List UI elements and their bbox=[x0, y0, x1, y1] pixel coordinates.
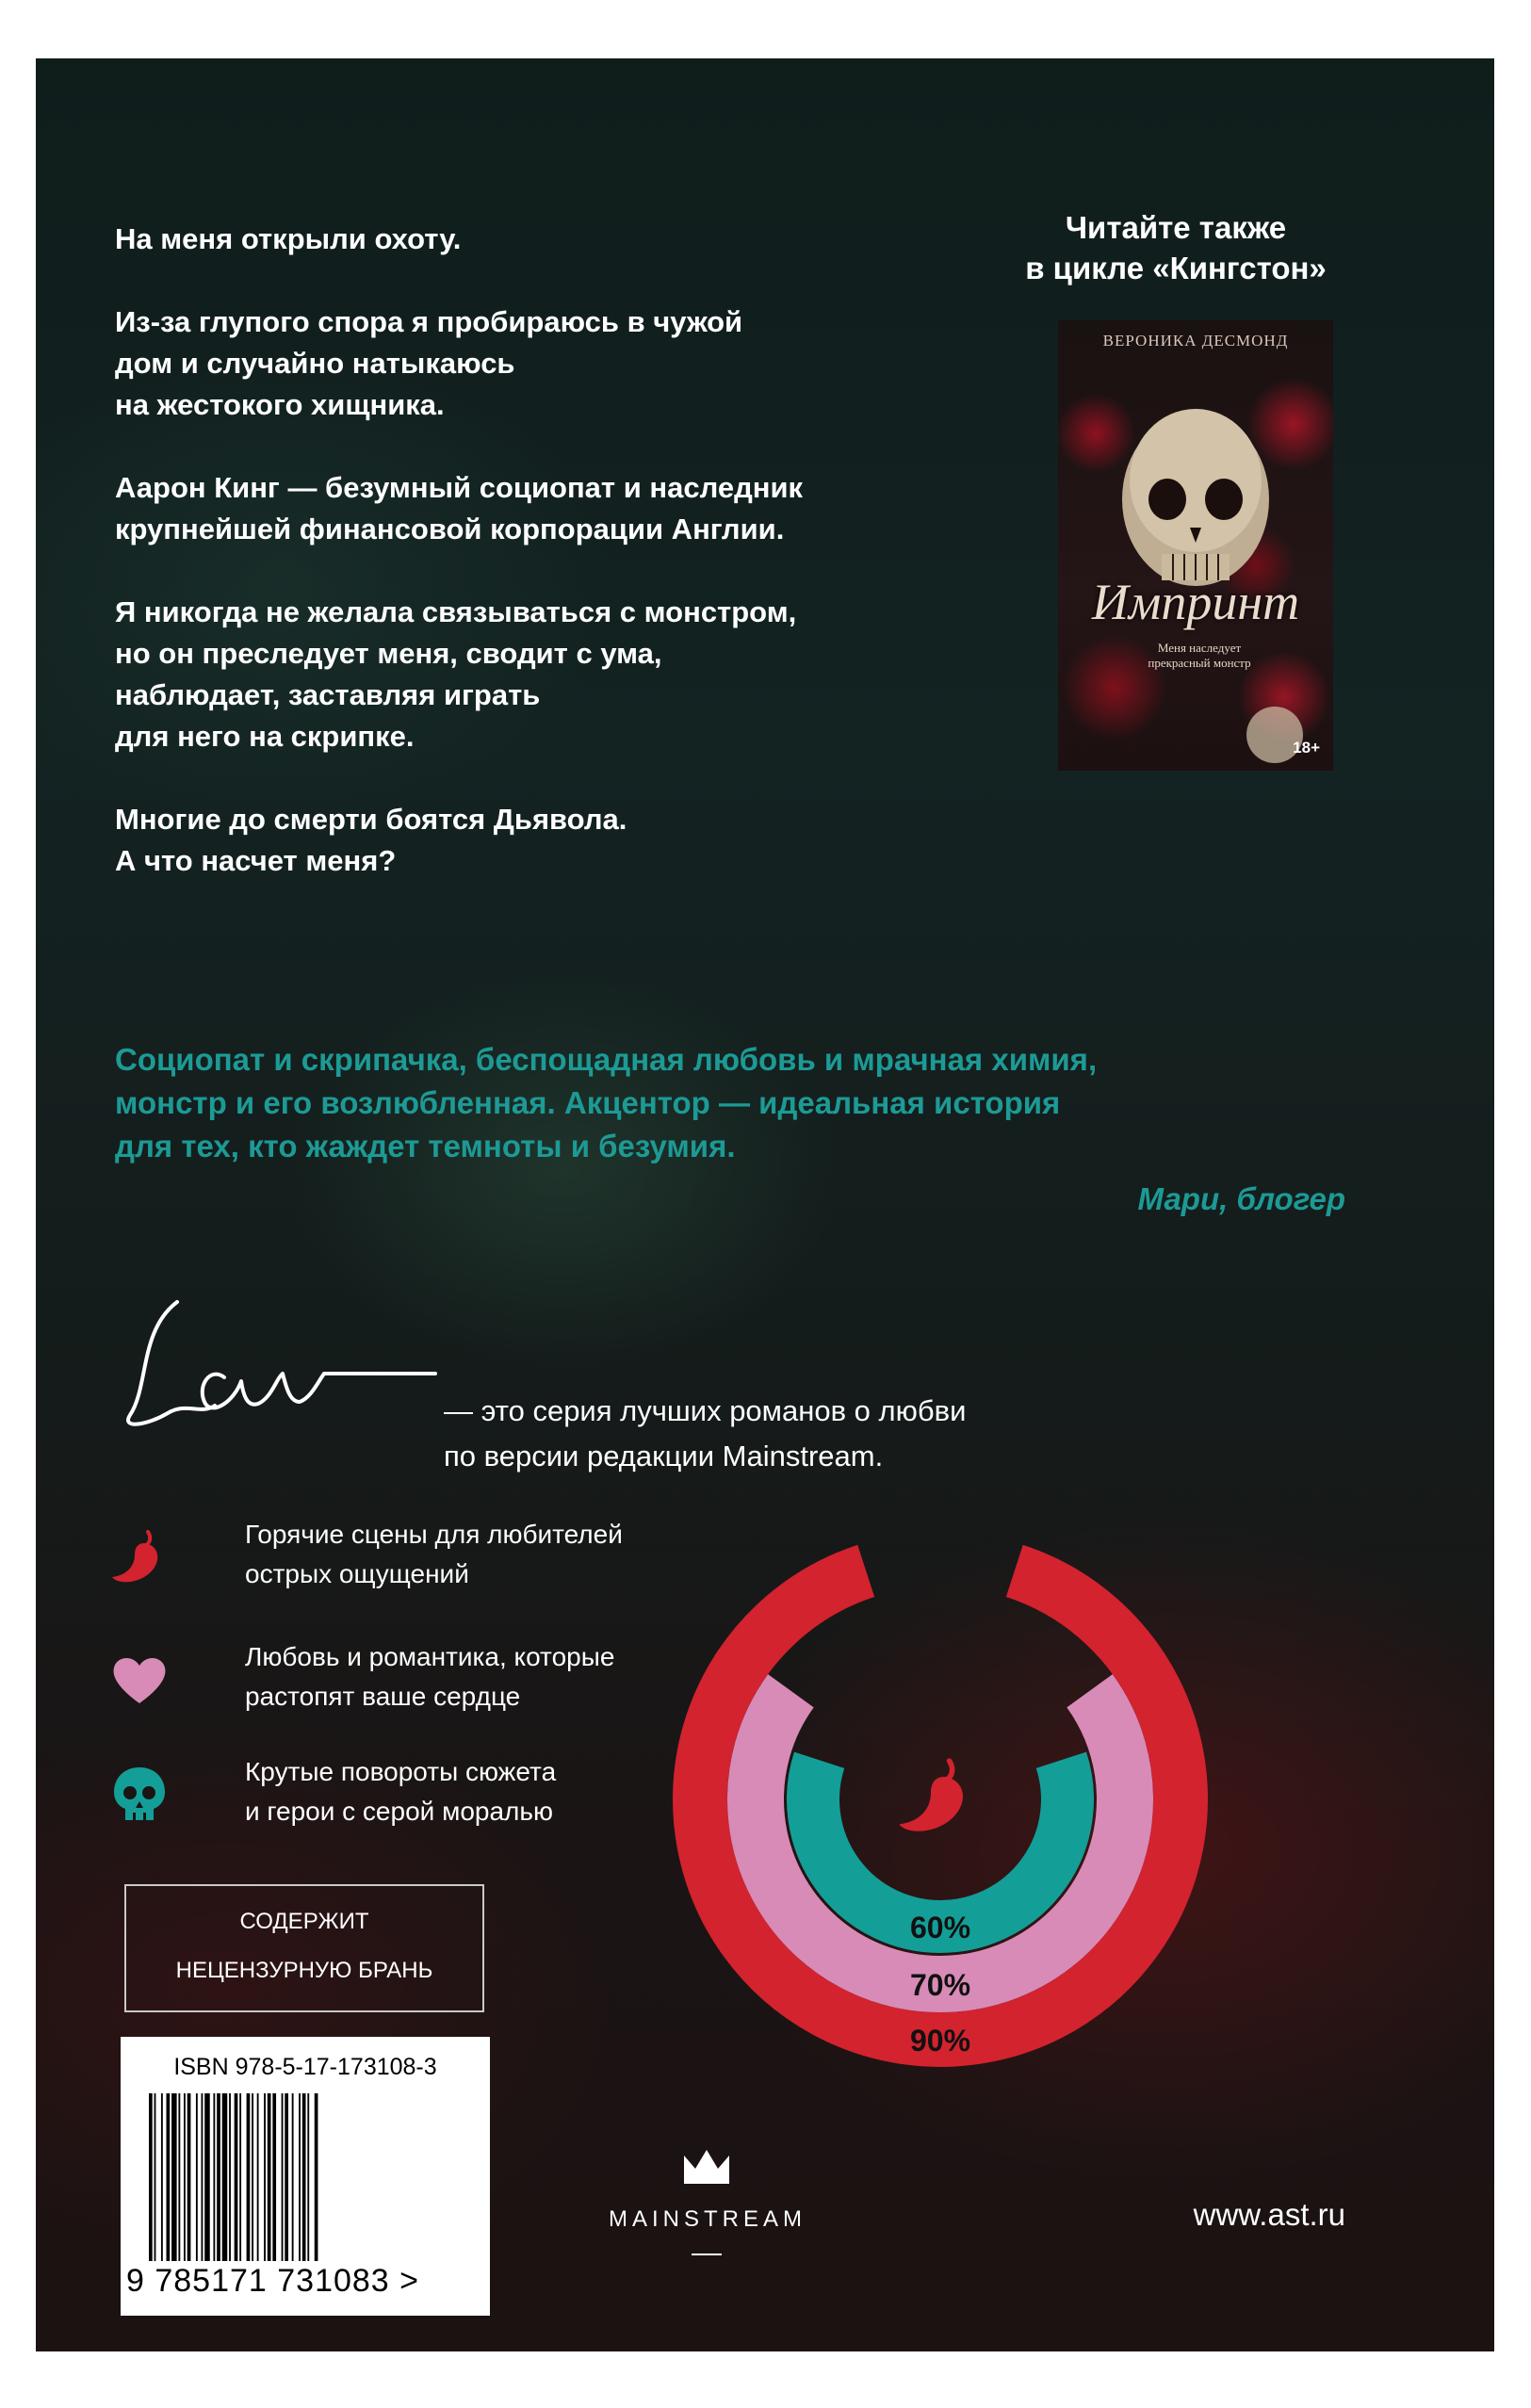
isbn-number: ISBN 978-5-17-173108-3 bbox=[173, 2054, 437, 2080]
barcode-bar bbox=[292, 2093, 294, 2261]
blurb-line: на жестокого хищника. bbox=[115, 388, 445, 421]
blurb-line: наблюдает, заставляя играть bbox=[115, 678, 541, 711]
feature-line: и герои с серой моралью bbox=[245, 1797, 553, 1826]
blurb-paragraph bbox=[115, 592, 1057, 757]
barcode-bar bbox=[307, 2093, 309, 2261]
feature-item bbox=[106, 1515, 709, 1619]
chart-value-label: 90% bbox=[909, 2024, 971, 2058]
barcode-bar bbox=[213, 2093, 215, 2261]
chili-pepper-icon bbox=[899, 1761, 963, 1831]
barcode-bar bbox=[161, 2093, 163, 2261]
book-cover-thumbnail bbox=[1058, 320, 1333, 771]
barcode-bar bbox=[229, 2093, 231, 2261]
warning-line: НЕЦЕНЗУРНУЮ БРАНЬ bbox=[175, 1958, 433, 1983]
barcode-bar bbox=[222, 2093, 228, 2261]
barcode-bar bbox=[204, 2093, 210, 2261]
back-cover bbox=[36, 58, 1494, 2351]
barcode-bar bbox=[282, 2093, 284, 2261]
feature-line: Крутые повороты сюжета bbox=[245, 1757, 557, 1786]
series-line: по версии редакции Mainstream. bbox=[444, 1440, 884, 1472]
quote-line: Социопат и скрипачка, беспощадная любовь и мрачная химия, bbox=[115, 1042, 1098, 1077]
feature-line: Любовь и романтика, которые bbox=[245, 1642, 615, 1671]
barcode bbox=[149, 2093, 462, 2261]
blurb-paragraph bbox=[115, 467, 1057, 550]
blurb bbox=[115, 219, 1057, 923]
feature-item bbox=[106, 1752, 709, 1856]
barcode-bar bbox=[285, 2093, 288, 2261]
blurb-line: но он преследует меня, сводит с ума, bbox=[115, 637, 662, 670]
book-tagline bbox=[1115, 641, 1284, 671]
quote-line: монстр и его возлюбленная. Акцентор — идеальная история bbox=[115, 1085, 1061, 1120]
brand-divider bbox=[692, 2253, 722, 2255]
blurb-line: крупнейшей финансовой корпорации Англии. bbox=[115, 513, 785, 545]
blurb-line: для него на скрипке. bbox=[115, 720, 415, 753]
blurb-line: Аарон Кинг — безумный социопат и наследник bbox=[115, 471, 804, 504]
barcode-bar bbox=[196, 2093, 198, 2261]
book-author: ВЕРОНИКА ДЕСМОНД bbox=[1102, 332, 1289, 350]
chart-labels bbox=[910, 1911, 970, 2058]
also-read-line: в цикле «Кингстон» bbox=[1025, 251, 1327, 285]
barcode-bar bbox=[202, 2093, 204, 2261]
publisher-website: www.ast.ru bbox=[1193, 2197, 1345, 2232]
feature-line: острых ощущений bbox=[245, 1559, 469, 1588]
barcode-digits: 9 785171 731083 > bbox=[126, 2263, 420, 2299]
barcode-bar bbox=[302, 2093, 306, 2261]
blurb-paragraph bbox=[115, 301, 1057, 426]
publisher-brand: MAINSTREAM bbox=[608, 2206, 806, 2232]
barcode-bar bbox=[264, 2093, 266, 2261]
age-rating: 18+ bbox=[1293, 739, 1320, 757]
barcode-bar bbox=[239, 2093, 241, 2261]
barcode-bar bbox=[171, 2093, 177, 2261]
barcode-bar bbox=[299, 2093, 301, 2261]
isbn-barcode-block bbox=[121, 2037, 490, 2316]
feature-line: Горячие сцены для любителей bbox=[245, 1520, 623, 1549]
barcode-bar bbox=[167, 2093, 171, 2261]
barcode-bar bbox=[184, 2093, 186, 2261]
series-description bbox=[444, 1389, 1103, 1479]
blurb-line: На меня открыли охоту. bbox=[115, 222, 462, 255]
blurb-paragraph bbox=[115, 799, 1057, 882]
chart-value-label: 60% bbox=[909, 1911, 971, 1944]
barcode-bar bbox=[235, 2093, 238, 2261]
skull-illustration bbox=[1058, 320, 1333, 771]
barcode-bar bbox=[178, 2093, 180, 2261]
blurb-line: А что насчет меня? bbox=[115, 844, 397, 877]
blurb-line: дом и случайно натыкаюсь bbox=[115, 347, 515, 380]
blurb-paragraph bbox=[115, 219, 1057, 260]
barcode-bar bbox=[272, 2093, 276, 2261]
also-read-heading bbox=[1016, 207, 1336, 288]
lav-logo bbox=[111, 1283, 450, 1443]
skull-icon bbox=[106, 1762, 172, 1828]
book-title: Импринт bbox=[1091, 574, 1300, 630]
feature-line: растопят ваше сердце bbox=[245, 1682, 521, 1711]
book-tagline-line: прекрасный монстр bbox=[1148, 656, 1251, 670]
also-read-line: Читайте также bbox=[1065, 210, 1287, 245]
barcode-bar bbox=[252, 2093, 253, 2261]
barcode-bar bbox=[268, 2093, 271, 2261]
radial-bar-chart bbox=[648, 1507, 1232, 2091]
book-tagline-line: Меня наследует bbox=[1157, 641, 1242, 655]
series-line: — это серия лучших романов о любви bbox=[444, 1394, 967, 1427]
barcode-bar bbox=[257, 2093, 259, 2261]
barcode-bar bbox=[217, 2093, 220, 2261]
barcode-bar bbox=[187, 2093, 191, 2261]
warning-line: СОДЕРЖИТ bbox=[239, 1909, 369, 1934]
blurb-line: Я никогда не желала связываться с монстром, bbox=[115, 595, 797, 628]
feature-item bbox=[106, 1637, 709, 1741]
chart-value-label: 70% bbox=[909, 1968, 971, 2002]
barcode-bar bbox=[149, 2093, 153, 2261]
barcode-bar bbox=[155, 2093, 156, 2261]
quote-line: для тех, кто жаждет темноты и безумия. bbox=[115, 1129, 736, 1163]
heart-icon bbox=[106, 1647, 172, 1713]
blurb-line: Многие до смерти боятся Дьявола. bbox=[115, 803, 627, 836]
review-quote bbox=[115, 1038, 1377, 1168]
content-warning-box bbox=[124, 1884, 484, 2012]
quote-author: Мари, блогер bbox=[1137, 1181, 1345, 1216]
barcode-bar bbox=[247, 2093, 251, 2261]
barcode-bar bbox=[315, 2093, 318, 2261]
chili-pepper-icon bbox=[106, 1524, 172, 1590]
crown-icon bbox=[680, 2146, 733, 2188]
blurb-line: Из-за глупого спора я пробираюсь в чужой bbox=[115, 305, 743, 338]
